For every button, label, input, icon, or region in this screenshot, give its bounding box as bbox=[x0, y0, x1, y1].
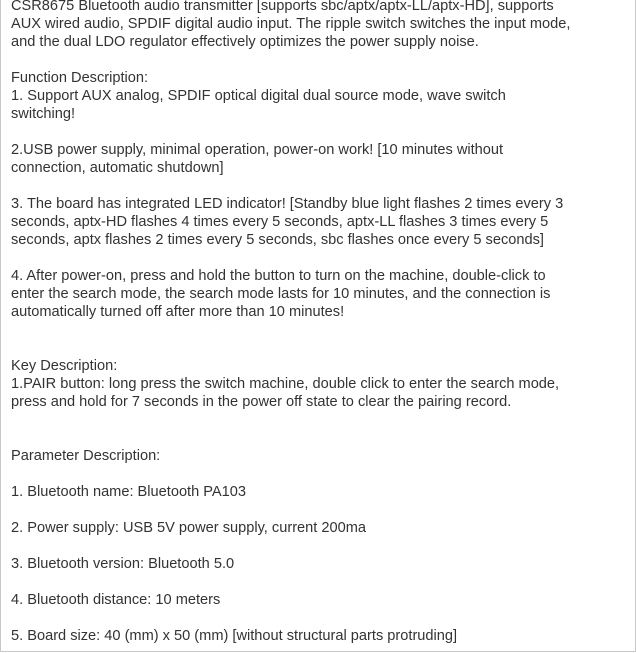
spacer bbox=[11, 465, 627, 483]
spacer bbox=[11, 501, 627, 519]
function-item-4-line: automatically turned off after more than 10 minutes! bbox=[11, 304, 345, 320]
key-item-1-line: press and hold for 7 seconds in the power off state to clear the pairing record. bbox=[11, 394, 512, 410]
parameter-item: 5. Board size: 40 (mm) x 50 (mm) [without structural parts protruding] bbox=[11, 628, 458, 644]
intro-paragraph bbox=[11, 0, 627, 51]
function-item-3-line: seconds, aptx flashes 2 times every 5 seconds, sbc flashes once every 5 seconds] bbox=[11, 232, 544, 248]
function-item-2-line: 2.USB power supply, minimal operation, power-on work! [10 minutes without bbox=[11, 142, 504, 158]
spacer bbox=[11, 123, 627, 141]
spacer bbox=[11, 177, 627, 195]
spacer bbox=[11, 339, 627, 357]
spacer bbox=[11, 249, 627, 267]
parameter-item: 3. Bluetooth version: Bluetooth 5.0 bbox=[11, 556, 235, 572]
spacer bbox=[11, 429, 627, 447]
function-item-3-line: seconds, aptx-HD flashes 4 times every 5 seconds, aptx-LL flashes 3 times every 5 bbox=[11, 214, 549, 230]
function-item-1-line: 1. Support AUX analog, SPDIF optical digital dual source mode, wave switch bbox=[11, 88, 506, 104]
product-description bbox=[11, 0, 627, 645]
function-item-1-line: switching! bbox=[11, 106, 76, 122]
function-heading: Function Description: bbox=[11, 70, 149, 86]
intro-line: and the dual LDO regulator effectively optimizes the power supply noise. bbox=[11, 34, 479, 50]
key-heading: Key Description: bbox=[11, 358, 118, 374]
function-item-4-line: enter the search mode, the search mode lasts for 10 minutes, and the connection is bbox=[11, 286, 551, 302]
parameter-item: 1. Bluetooth name: Bluetooth PA103 bbox=[11, 484, 247, 500]
key-item-1-line: 1.PAIR button: long press the switch machine, double click to enter the search mode, bbox=[11, 376, 560, 392]
function-item-3-line: 3. The board has integrated LED indicator! [Standby blue light flashes 2 times every 3 bbox=[11, 196, 564, 212]
function-item-2-line: connection, automatic shutdown] bbox=[11, 160, 224, 176]
parameter-section bbox=[11, 447, 627, 645]
function-item-4-line: 4. After power-on, press and hold the button to turn on the machine, double-click to bbox=[11, 268, 546, 284]
intro-line: CSR8675 Bluetooth audio transmitter [supports sbc/aptx/aptx-LL/aptx-HD], supports bbox=[11, 0, 554, 14]
key-section bbox=[11, 357, 627, 411]
spacer bbox=[11, 537, 627, 555]
spacer bbox=[11, 411, 627, 429]
intro-line: AUX wired audio, SPDIF digital audio input. The ripple switch switches the input mode, bbox=[11, 16, 571, 32]
parameter-item: 4. Bluetooth distance: 10 meters bbox=[11, 592, 221, 608]
parameter-item: 2. Power supply: USB 5V power supply, current 200ma bbox=[11, 520, 367, 536]
function-section bbox=[11, 69, 627, 321]
spacer bbox=[11, 609, 627, 627]
parameter-heading: Parameter Description: bbox=[11, 448, 161, 464]
spacer bbox=[11, 51, 627, 69]
spacer bbox=[11, 321, 627, 339]
spacer bbox=[11, 573, 627, 591]
